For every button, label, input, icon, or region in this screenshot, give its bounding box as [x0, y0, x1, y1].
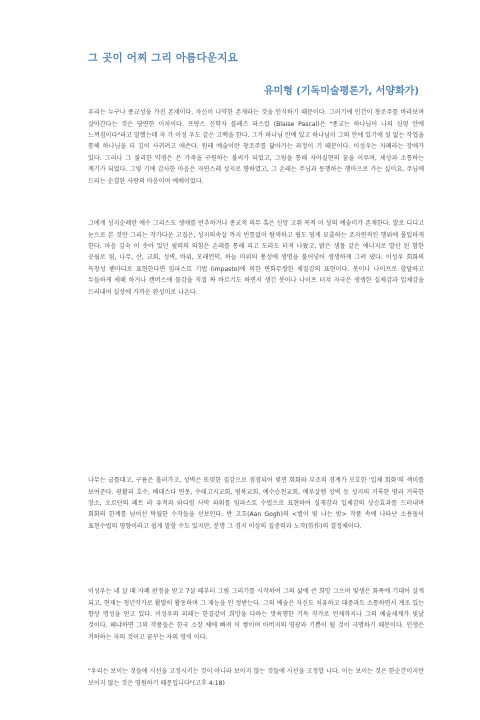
- article-paragraph: 이성우는 네 살 때 자폐 판정을 받고 7살 때부터 그림 그리기를 시작하여 그의 삶에 큰 희망 그으며 빛생은 화폭에 기대어 살게 되고, 현재는 청년작가로 활발히 활동하며 그 재능을 인 정받는다. 그의 예술은 자신도 치유하고 대중과도 소통하면서 계조 있는 향상 명성을 얻고 있다. 이성우의 피레는 한결같이 희망을 다하는 맛욕행한 기독 작가로 언제까지나 그의 예술세계가 빛날 것이다. 왜냐하면 그의 작품들은 한국 소장 체에 빠져 이 쌓이며 아버지의 영광과 기쁨이 될 것이 극명하기 때문이다. 인생은 거하하는 자의 것이고 꿈꾸는 자의 영역 이다.: [88, 588, 424, 641]
- article-title: 그 곳이 어찌 그리 아름다운지요: [88, 52, 238, 64]
- article-paragraph: 우리는 누구나 종교성을 가진 존재이다. 자신이 나약한 존재라는 것을 인식하기 때문이다. 그러기에 인간이 창조주를 바라보며 살아간다는 것은 당연한 이치이다. 프랑스 신학자 블레즈 파스칼 (Blaise Pascal)은 "종교는 하나님이 나의 심령 안에 느껴짐이다"라고 말했는데 자 가 이성 우도 같은 고백을 한다. 그가 하나님 안에 있고 하나님이 그의 안에 있기에 설 없는 작업을 통해 하나님을 더 깊이 사귀려고 애쓴다. 원래 예술이란 창조주를 닮아가는 과정이 기 때문이다. 이성우는 자폐라는 장애가 있다. 그러나 그 불리한 약점은 은 가죽을 구원하는 불씨가 되었고, 그림을 통해 자아실현의 꿈을 이루며, 세상과 소통하는 계기가 되었다. 그렇 기에 감사한 마음은 자연스레 성지로 향하였고, 그 손레는 주님과 동행하는 행마으로 가는 실이요, 주님께 드리는 순결한 사랑의 마음이며 예배이었다.: [88, 109, 424, 185]
- article-paragraph: 나무는 굽틀대고, 구름은 흘러가고, 성벽은 또렷한 질감으로 점점되어 빛면 회화와 부조의 경계가 모호한 '입체 회화'의 섹미를 보여준다. 광활리 호수, 베데스다 연못, 수태고지교회, 평북교회, 예수승천교회, 예루살렘 성벽 등 성지의 거룩한 땅과 거룩한 장소, 오르단의 페트 라 유적과 와디럼 사막 파워를 임파스토 수법으로 표현하여 실재감과 입체감의 상승효과를 드러내며 회화의 한계를 넘어선 탁월한 수작들을 선보인다. 반 고흐(Aan Gogh)의 <별이 빛 나는 밤> 작품 속에 나타난 소용돌이 표현수법의 영향이라고 쉽게 말할 수도 있지만, 분명 그 경지 이상의 집중력과 노작(勞作)의 결정체이다.: [88, 477, 424, 530]
- bible-quote: "우리는 보이는 것들에 시선을 고정시키는 것이 아니라 보이지 않는 것들에 시선을 고정합 니다. 이는 보이는 것은 한순간이지만 보이지 않는 것은 영원하기 때문입니다"(고후 4:18): [88, 668, 424, 687]
- article-paragraph: 그에게 성지순례란 예수 그리스도 생애를 반추하거나 종교적 의무 혹은 신앙 고취 목적 이 상의 예술미가 존재한다. 발로 디디고 눈으로 본 것만 그리는 작가다운 고집은, 성지의속살 까지 빈틈없이 탐색하고 필도 덮게 묘출하는 조자연적인 행위에 몰입하게 한다. 마음 깊숙 이 솟아 있던 필력의 의힘은 손레를 통해 피고 도라도 터져 나왔고, 밝은 샘물 같은 에너지로 발산 된 함한 곳월로 됨, 나무, 산, 교회, 성벽, 바위, 모래언덕, 하늘 마위의 풍성에 생명을 불어넣어 생생하게 그려 냈다. 이성우 회화의 독창성 핸마디로 표현한다면 임파스토 기법 (impasto)에 의한 변화무쌍한 채질감의 표현이다. 붓이나 나이프로 할달하고 두들하게 새해 하거나 캔버스에 물감을 직접 짜 바르기도 하면서 생긴 붓이나 나이프 터치 자국은 생생한 실제감과 입체감을 드러내며 실상에 가까운 완성미로 나온다.: [88, 220, 424, 296]
- article-author: 유미형 (기독미술평론가, 서양화가): [263, 86, 419, 97]
